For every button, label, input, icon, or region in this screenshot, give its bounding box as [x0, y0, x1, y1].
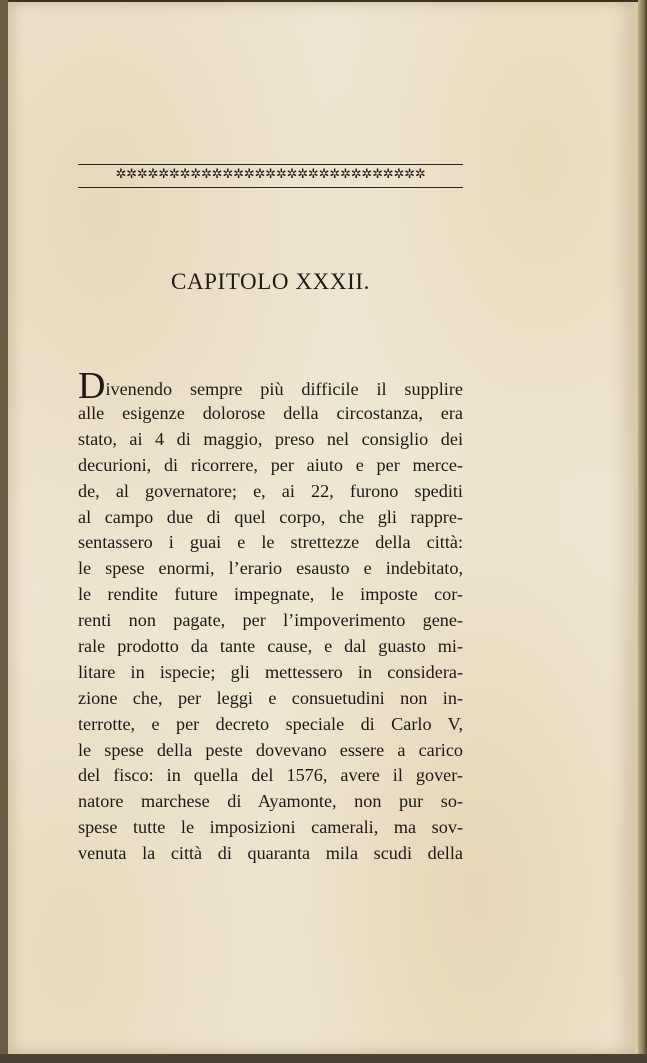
text-line-content: ivenendo sempre più difficile il supplire	[105, 379, 463, 399]
text-line: rale prodotto da tante cause, e dal guasto mi-	[78, 636, 463, 657]
book-spine	[0, 0, 8, 1063]
text-line: venuta la città di quaranta mila scudi della	[78, 843, 463, 864]
text-line: terrotte, e per decreto speciale di Carlo V,	[78, 713, 463, 734]
text-line: alle esigenze dolorose della circostanza, era	[78, 403, 463, 423]
drop-cap: D	[78, 365, 106, 407]
text-line: natore marchese di Ayamonte, non pur so-	[78, 791, 463, 812]
text-line: le spese della peste dovevano essere a carico	[78, 739, 463, 760]
text-line: renti non pagate, per l’impoverimento gene-	[78, 610, 463, 631]
text-line: del fisco: in quella del 1576, avere il gover-	[78, 765, 463, 786]
text-line: sentassero i guai e le strettezze della città:	[78, 532, 463, 553]
text-line: le spese enormi, l’erario esausto e indebitato,	[78, 558, 463, 579]
body-text	[78, 365, 463, 867]
chapter-title: CAPITOLO XXXII.	[171, 269, 370, 294]
text-line: stato, ai 4 di maggio, preso nel consiglio dei	[78, 428, 463, 449]
text-line: le rendite future impegnate, le imposte cor-	[78, 584, 463, 605]
page-bottom-edge	[0, 1054, 647, 1063]
ornamental-rule: ✲✲✲✲✲✲✲✲✲✲✲✲✲✲✲✲✲✲✲✲✲✲✲✲✲✲✲✲✲	[78, 164, 463, 188]
text-line: decurioni, di ricorrere, per aiuto e per merce-	[78, 454, 463, 475]
text-line: spese tutte le imposizioni camerali, ma sov-	[78, 817, 463, 838]
text-line: litare in ispecie; gli mettessero in considera-	[78, 661, 463, 682]
text-line: zione che, per leggi e consuetudini non in-	[78, 687, 463, 708]
text-line: al campo due di quel corpo, che gli rappre-	[78, 506, 463, 527]
page-fore-edge	[638, 0, 647, 1063]
text-line: de, al governatore; e, ai 22, furono spediti	[78, 480, 463, 501]
text-line	[78, 365, 463, 407]
